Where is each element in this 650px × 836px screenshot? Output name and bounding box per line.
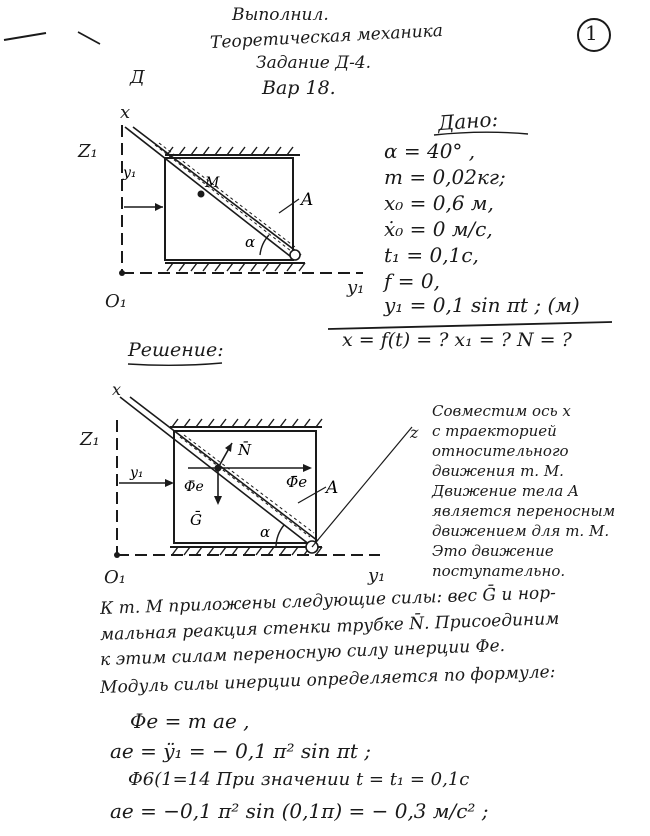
figure-1-diagram: [95, 95, 375, 325]
header-line-4: Вар 18.: [262, 77, 336, 99]
fig2-alpha-label: α: [260, 523, 271, 541]
given-title-underline: [432, 130, 532, 138]
fig1-D-label: Д: [130, 67, 145, 88]
fig2-y1-arrow-label: y₁: [130, 465, 144, 481]
fig1-y1-arrow-label: y₁: [123, 165, 137, 181]
fig1-z1-label: Z₁: [78, 141, 98, 162]
given-line-t1: t₁ = 0,1с,: [384, 243, 479, 267]
fig1-M-label: M: [205, 175, 220, 191]
corner-scribble: [0, 0, 110, 60]
fig1-A-label: A: [301, 190, 314, 210]
given-find: x = f(t) = ? x₁ = ? N = ?: [342, 329, 572, 351]
formula-phi-e: Φe = m ae ,: [130, 709, 250, 733]
given-line-mass: m = 0,02кг;: [384, 165, 506, 189]
fig2-z1-label: Z₁: [80, 429, 100, 450]
fig2-Phi-e-label: Φ̄e: [286, 473, 308, 491]
fig2-z-label: z: [410, 423, 419, 442]
given-line-f: f = 0,: [384, 269, 440, 293]
note-line-8: Это движение: [432, 542, 554, 560]
fig2-x-label: x: [112, 380, 122, 399]
fig2-O1-label: O₁: [104, 567, 126, 588]
header-line-2: Теоретическая механика: [209, 20, 444, 54]
solution-title: Решение:: [128, 339, 224, 361]
body-line-2: мальная реакция стенки трубке N̄. Присоединим: [99, 608, 560, 646]
note-line-3: относительного: [432, 442, 569, 460]
formula-t-value: Φ6(1=14 При значении t = t₁ = 0,1с: [128, 769, 470, 790]
page-number: 1: [585, 21, 598, 45]
note-line-6: является переносным: [432, 502, 616, 520]
given-line-x0: x₀ = 0,6 м,: [384, 191, 494, 215]
note-line-4: движения т. M.: [432, 462, 564, 480]
given-title: Дано:: [437, 106, 499, 136]
fig1-x-label: x: [120, 102, 131, 123]
given-line-x0-dot: ẋ₀ = 0 м/с,: [384, 217, 493, 241]
header-line-3: Задание Д-4.: [256, 53, 372, 73]
fig2-y1-axis-label: y₁: [368, 565, 386, 586]
solution-title-underline: [126, 360, 226, 368]
body-line-4: Модуль силы инерции определяется по формуле:: [99, 662, 556, 698]
fig1-alpha-label: α: [245, 233, 256, 251]
given-line-alpha: α = 40° ,: [384, 139, 476, 163]
body-line-1: К т. M приложены следующие силы: вес Ḡ и нор-: [99, 583, 557, 619]
note-line-7: движением для т. M.: [432, 522, 610, 540]
fig2-G-label: Ḡ: [190, 511, 202, 529]
body-line-3: к этим силам переносную силу инерции Φe.: [99, 635, 506, 671]
fig2-Phi-e-left-label: Φ̄e: [184, 479, 204, 495]
note-line-2: с траекторией: [432, 422, 557, 440]
note-line-9: поступательно.: [432, 562, 566, 580]
fig1-y1-axis-label: y₁: [347, 277, 365, 298]
fig2-N-label: N̄: [238, 441, 252, 459]
note-line-1: Совместим ось x: [432, 402, 571, 420]
fig2-A-label: A: [326, 478, 339, 498]
header-line-1: Выполнил.: [232, 5, 329, 25]
note-line-5: Движение тела A: [432, 482, 579, 500]
formula-ae-numeric: ae = −0,1 π² sin (0,1π) = − 0,3 м/с² ;: [110, 799, 489, 823]
formula-ae: ae = ÿ₁ = − 0,1 π² sin πt ;: [110, 739, 371, 763]
given-line-y1: y₁ = 0,1 sin πt ; (м): [384, 293, 580, 317]
fig1-O1-label: O₁: [105, 291, 127, 312]
